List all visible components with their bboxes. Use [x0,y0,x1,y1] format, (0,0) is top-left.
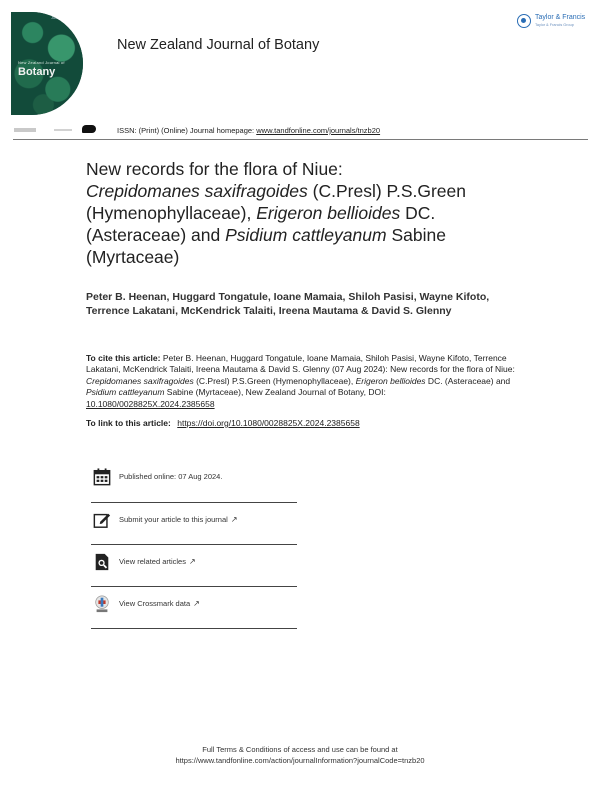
edit-icon [93,511,111,529]
citation-text-2: (C.Presl) P.S.Green (Hymenophyllaceae), [193,375,356,386]
citation-text: Peter B. Heenan, Huggard Tongatule, Ioane Mamaia, Shiloh Pasisi, Wayne Kifoto, Terrence Lakatani, McKendrick Talaiti, Ireena Mautama & David S. Glenny (07 Aug 2024): New records for the flora of Niue: [86,353,515,375]
footer-terms: Full Terms & Conditions of access and use can be found at [202,745,398,754]
small-logo-icon [54,129,72,131]
submit-article-label: Submit your article to this journal [119,515,228,524]
calendar-icon [93,468,111,486]
external-link-icon: ↗ [188,557,196,566]
crossmark-icon [93,595,111,613]
footer-terms-url[interactable]: https://www.tandfonline.com/action/journalInformation?journalCode=tnzb20 [175,756,425,765]
publisher-name: Taylor & Francis [535,14,586,21]
external-link-icon: ↗ [230,515,238,524]
title-species2: Erigeron bellioides [256,203,401,223]
crossmark-label: View Crossmark data [119,599,191,608]
submit-article-row[interactable] [91,503,297,543]
journal-homepage-link[interactable]: www.tandfonline.com/journals/tnzb20 [256,126,381,135]
related-articles-row[interactable] [91,545,297,585]
cover-subtitle: New Zealand Journal of [18,60,65,65]
cover-top-text: Journal [51,15,65,20]
related-articles-link[interactable] [119,557,196,566]
published-online-text: Published online: 07 Aug 2024. [119,472,223,481]
related-articles-label: View related articles [119,557,186,566]
citation-species1: Crepidomanes saxifragoides [86,375,194,386]
taylor-francis-logo-icon [517,14,531,28]
society-logos [14,125,104,135]
publisher-group: Taylor & Francis Group [535,23,574,27]
journal-cover-image [11,12,83,115]
title-species1-authority: (C.Presl) P.S.Green (Hymenophyllaceae), [86,181,466,223]
info-divider [91,628,297,629]
crossmark-link[interactable] [119,599,200,608]
society-logo-icon [14,128,36,132]
article-title [86,158,516,268]
submit-article-link[interactable] [119,515,238,524]
citation-species2: Erigeron bellioides [355,375,426,386]
crossmark-row[interactable] [91,587,297,627]
journal-title: New Zealand Journal of Botany [117,37,320,53]
author-list: Peter B. Heenan, Huggard Tongatule, Ioane Mamaia, Shiloh Pasisi, Wayne Kifoto, Terrence Lakatani, McKendrick Talaiti, Ireena Mautama & David S. Glenny [86,291,490,317]
external-link-icon: ↗ [193,599,200,608]
article-doi-url[interactable]: https://doi.org/10.1080/0028825X.2024.2385658 [177,418,360,428]
title-species1: Crepidomanes saxifragoides [86,181,308,201]
citation-label: To cite this article: [86,353,161,363]
title-species3: Psidium cattleyanum [225,225,387,245]
citation-block [86,353,516,410]
publisher-logo[interactable] [517,12,589,32]
article-link-line [86,418,516,428]
citation-species3: Psidium cattleyanum [86,387,165,398]
cover-title: Botany [18,66,56,78]
citation-text-3: DC. (Asteraceae) and [425,375,511,386]
issn-text: ISSN: (Print) (Online) Journal homepage: [117,126,255,135]
issn-line [117,126,380,135]
citation-text-4: Sabine (Myrtaceae), New Zealand Journal of Botany, DOI: [164,387,386,398]
published-online-row [91,460,297,500]
title-species2-authority: DC. (Asteraceae) and [86,203,436,245]
doi-link[interactable]: 10.1080/0028825X.2024.2385658 [86,398,215,409]
title-line1: New records for the flora of Niue: [86,159,343,179]
link-label: To link to this article: [86,418,171,428]
title-species3-authority: Sabine (Myrtaceae) [86,225,446,267]
header-divider [13,139,588,140]
search-doc-icon [93,553,111,571]
bird-logo-icon [82,125,96,133]
